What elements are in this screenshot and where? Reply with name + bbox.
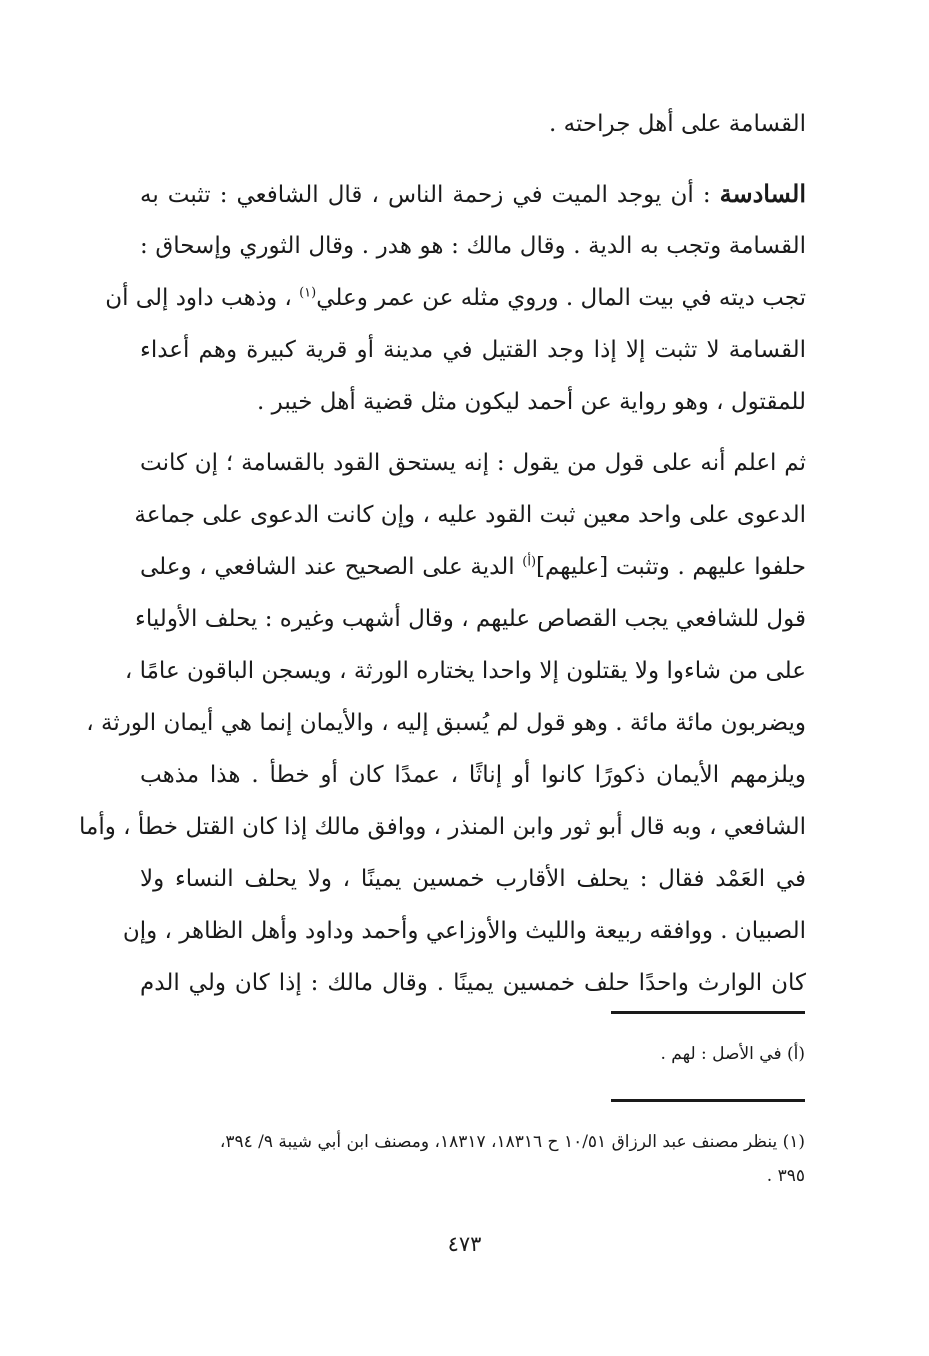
text-line: كان الوارث واحدًا حلف خمسين يمينًا . وقال مالك : إذا كان ولي الدم (140, 970, 806, 996)
paragraph-sixth (105, 168, 806, 428)
page-number: ٤٧٣ (447, 1232, 482, 1256)
footnote-divider (611, 1011, 805, 1014)
text-line: الدعوى على واحد معين ثبت القود عليه ، وإن كانت الدعوى على جماعة (134, 502, 806, 528)
text-span: حلفوا عليهم . وتثبت [عليهم] (536, 554, 807, 580)
paragraph-main (79, 437, 807, 1009)
paragraph-intro (140, 98, 806, 150)
text-line (140, 168, 806, 220)
footnote-alpha: (أ) في الأصل : لهم . (660, 1044, 805, 1064)
text-span: ، وذهب داود إلى أن (105, 285, 300, 311)
text-line: للمقتول ، وهو رواية عن أحمد ليكون مثل قضية أهل خيبر . (257, 389, 806, 415)
text-line: ويلزمهم الأيمان ذكورًا كانوا أو إناثًا ، عمدًا كان أو خطأ . هذا مذهب (140, 762, 806, 788)
section-label: السادسة (719, 179, 806, 208)
footnote-marker: (١) (299, 285, 317, 301)
footnote-one-continued: ٣٩٥ . (766, 1166, 805, 1186)
footnote-divider (611, 1099, 805, 1102)
text-line: الصبيان . ووافقه ربيعة والليث والأوزاعي وأحمد وداود وأهل الظاهر ، وإن (122, 918, 806, 944)
text-line (105, 272, 806, 324)
text-line: قول للشافعي يجب القصاص عليهم ، وقال أشهب وغيره : يحلف الأولياء (135, 606, 806, 632)
text-line: في العَمْد فقال : يحلف الأقارب خمسين يمينًا ، ولا يحلف النساء ولا (140, 866, 806, 892)
text-line: ثم اعلم أنه على قول من يقول : إنه يستحق القود بالقسامة ؛ إن كانت (140, 450, 806, 476)
footnote-marker: (أ) (522, 554, 537, 570)
text-line: القسامة وتجب به الدية . وقال مالك : هو هدر . وقال الثوري وإسحاق : (140, 233, 806, 259)
text-line (140, 541, 806, 593)
footnote-one: (١) ينظر مصنف عبد الرزاق ١٠/٥١ ح ١٨٣١٦، ١٨٣١٧، ومصنف ابن أبي شيبة ٩/ ٣٩٤، (219, 1132, 805, 1152)
text-span: تجب ديته في بيت المال . وروي مثله عن عمر وعلي (316, 285, 806, 311)
text-line: القسامة على أهل جراحته . (549, 111, 806, 137)
text-span: الدية على الصحيح عند الشافعي ، وعلى (140, 554, 523, 580)
text-line: القسامة لا تثبت إلا إذا وجد القتيل في مدينة أو قرية كبيرة وهم أعداء (140, 337, 806, 363)
text-span: : أن يوجد الميت في زحمة الناس ، قال الشافعي : تثبت به (140, 182, 711, 208)
text-line: على من شاءوا ولا يقتلون إلا واحدا يختاره الورثة ، ويسجن الباقون عامًا ، (124, 658, 806, 684)
text-line: الشافعي ، وبه قال أبو ثور وابن المنذر ، ووافق مالك إذا كان القتل خطأ ، وأما (79, 814, 806, 840)
text-line: ويضربون مائة مائة . وهو قول لم يُسبق إليه ، والأيمان إنما هي أيمان الورثة ، (86, 710, 806, 736)
